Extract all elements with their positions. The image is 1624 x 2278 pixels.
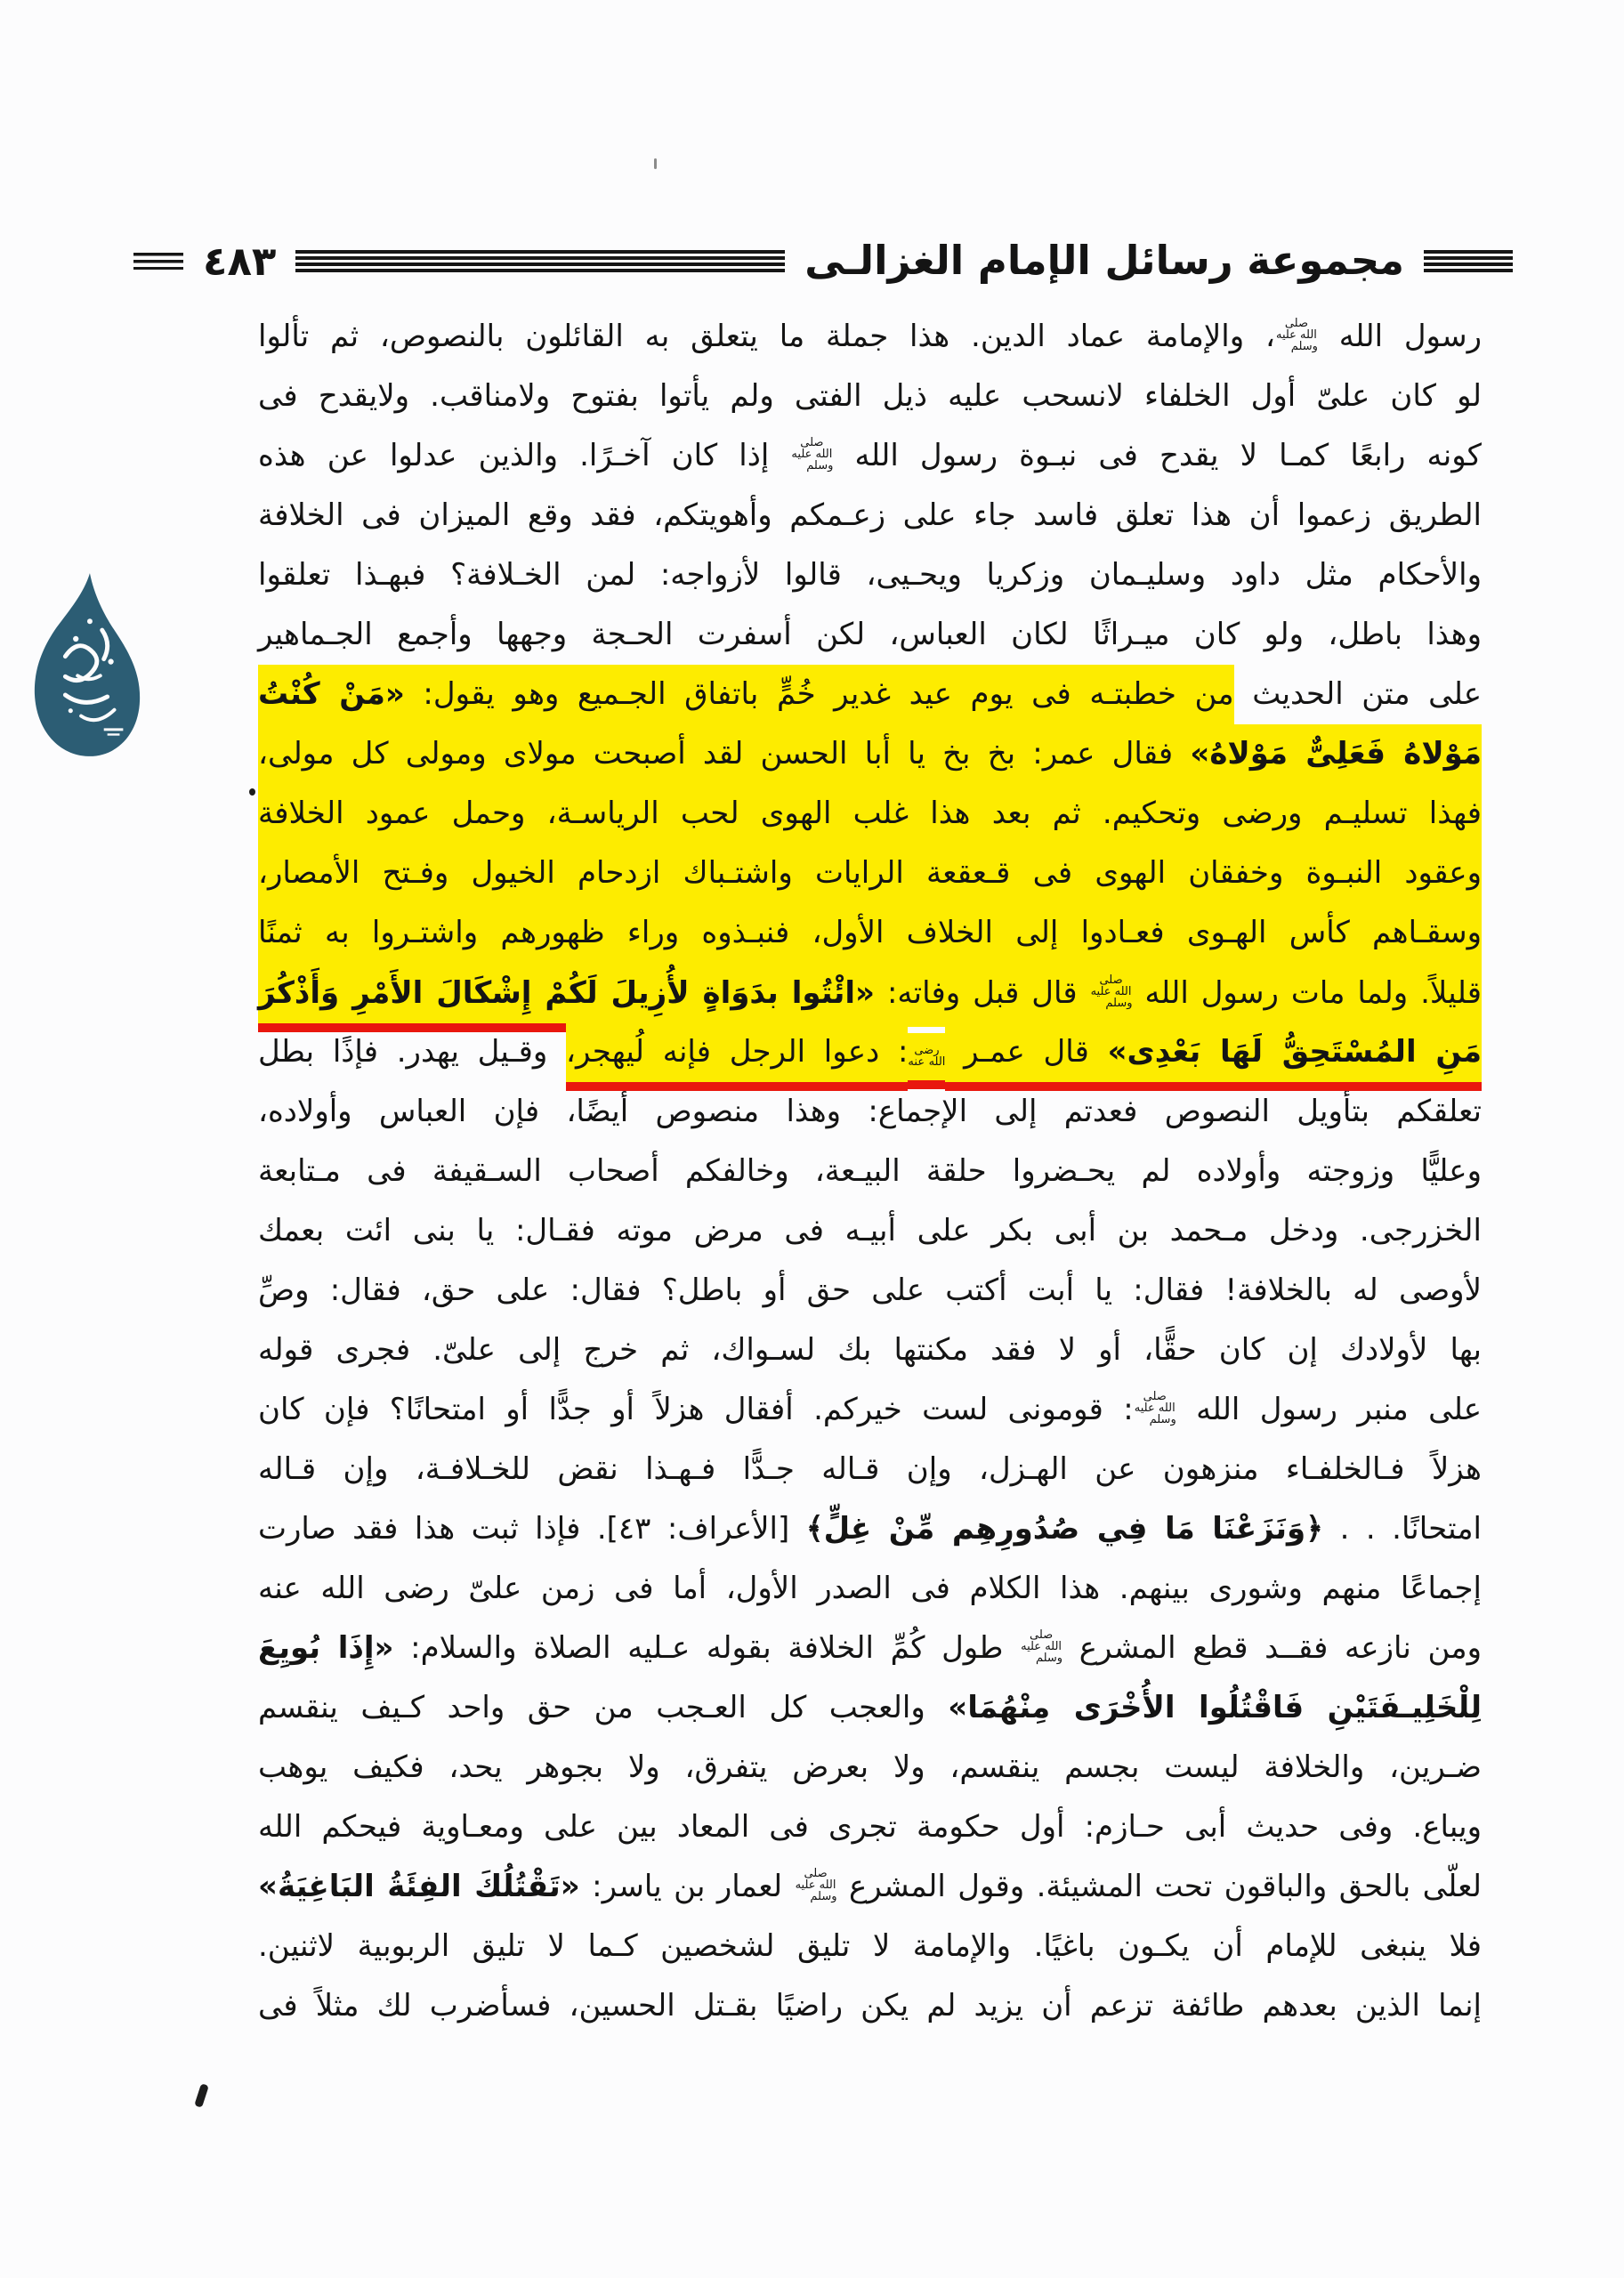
text-segment: فلا ينبغى للإمام أن يكـون باغيًا. والإمامة لا تليق لشخصين كـما لا تليق الربوبية لاثنين. xyxy=(258,1928,1482,1964)
header-rule-left xyxy=(133,253,183,270)
text-line xyxy=(258,426,1482,486)
text-line xyxy=(258,1917,1482,1976)
text-segment: [الأعراف: ٤٣]. فإذا ثبت هذا فقد صارت xyxy=(258,1511,806,1547)
text-segment: طول كُمِّ الخلافة بقوله عـليه الصلاة والسلام: xyxy=(393,1630,1021,1666)
text-segment: فقال عمر: بخ بخ يا أبا الحسن لقد أصبحت مولاى ومولى كل مولى، xyxy=(258,724,1190,788)
text-line xyxy=(258,724,1482,784)
text-line xyxy=(258,1380,1482,1440)
text-segment: كونه رابعًا كمـا لا يقدح فى نبـوة رسول الله xyxy=(833,438,1482,473)
text-segment: ويباع. وفى حديث أبى حـازم: أول حكومة تجرى فى المعاد بين على ومعـاوية فيحكم الله xyxy=(258,1809,1482,1845)
text-segment: : قومونى لست خيركم. أفقال هزلاً أو جدًّا أو امتحانًا؟ فإن كان xyxy=(258,1392,1134,1427)
text-line xyxy=(258,1440,1482,1499)
text-segment: وعليًّا وزوجته وأولاده لم يحـضروا حلقة البيـعة، وخالفكم أصحاب السـقيفة فى مـتابعة xyxy=(258,1153,1482,1189)
text-segment: ، والإمامة عماد الدين. هذا جملة ما يتعلق به القائلون بالنصوص، ثم تألوا xyxy=(258,319,1275,354)
text-segment: لِلْخَلِيـفَتَيْنِ فَاقْتُلُوا الأُخْرَى مِنْهُمَا» xyxy=(948,1690,1482,1725)
header-rule-right xyxy=(1424,250,1513,272)
text-segment: قال قبل وفاته: xyxy=(875,964,1090,1027)
text-line xyxy=(258,665,1482,724)
text-line xyxy=(258,1499,1482,1559)
text-line xyxy=(258,1201,1482,1261)
text-segment: لعمار بن ياسر: xyxy=(579,1869,795,1904)
text-segment: إجماعًا منهم وشورى بينهم. هذا الكلام فى الصدر الأول، أما فى زمن علىّ رضى الله عنه xyxy=(258,1571,1482,1606)
text-line xyxy=(258,1738,1482,1797)
text-segment: الطريق زعموا أن هذا تعلق فاسد جاء على زعـمكم وأهويتكم، فقد وقع الميزان فى الخلافة xyxy=(258,497,1482,533)
text-line xyxy=(258,486,1482,545)
text-line xyxy=(258,1321,1482,1380)
text-line xyxy=(258,1559,1482,1619)
text-segment: إذا كان آخـرًا. والذين عدلوا عن هذه xyxy=(258,438,791,473)
page-number: ٤٨٣ xyxy=(203,237,277,285)
text-segment: فهذا تسليـم ورضى وتحكيم. ثم بعد هذا غلب الهوى لحب الرياسـة، وحمل عمود الخلافة xyxy=(258,784,1482,847)
stray-ink-dot xyxy=(249,788,255,796)
text-line xyxy=(258,605,1482,665)
text-segment: والعجب كل العـجب من حق واحد كـيف ينقسم xyxy=(258,1690,949,1725)
text-line xyxy=(258,963,1482,1022)
text-line xyxy=(258,1142,1482,1201)
text-segment: «إِذَا بُويِعَ xyxy=(258,1630,394,1666)
text-line xyxy=(258,1797,1482,1857)
text-segment: وقـيل يهدر. فإذًا بطل xyxy=(258,1034,567,1070)
text-segment: قال عمـر xyxy=(945,1022,1107,1091)
text-segment: لأوصى له بالخلافة! فقال: يا أبت أكتب على حق أو باطل؟ فقال: على حق، فقال: وصِّ xyxy=(258,1272,1482,1308)
text-segment: لو كان علىّ أول الخلفاء لانسحب عليه ذيل الفتى ولم يأتوا بفتوح ولامناقب. ولايقدح فى xyxy=(258,378,1482,414)
text-line xyxy=(258,1857,1482,1917)
saw-ligature: صلى الله عليه وسلم xyxy=(1021,1628,1063,1665)
text-segment: على منبر رسول الله xyxy=(1176,1392,1482,1427)
text-line xyxy=(258,1619,1482,1678)
text-segment: مَوْلاهُ فَعَلِىٌّ مَوْلاهُ» xyxy=(1190,724,1482,788)
text-segment: ﴿وَنَزَعْنَا مَا فِي صُدُورِهِم مِّنْ غِلٍّ﴾ xyxy=(805,1511,1324,1547)
text-line xyxy=(258,1678,1482,1738)
text-segment: ضـرين، والخلافة ليست بجسم ينقسم، ولا بعرض يتفرق، ولا بجوهر يحد، فكيف يوهب xyxy=(258,1749,1482,1785)
text-line xyxy=(258,903,1482,963)
text-line xyxy=(258,844,1482,903)
publisher-watermark xyxy=(30,570,144,760)
stray-ink-mark xyxy=(194,2083,209,2108)
text-segment: ومن نازعه فقــد قطع المشرع xyxy=(1062,1630,1482,1666)
text-segment: «ائْتُوا بدَوَاةٍ لأُزِيلَ لَكُمْ إِشْكَالَ الأَمْرِ وَأَذْكُرَ xyxy=(258,964,875,1032)
text-segment: : دعوا الرجل فإنه لُيهجر، xyxy=(566,1022,908,1091)
text-line xyxy=(258,367,1482,426)
text-segment: لعلّى بالحق والباقون تحت المشيئة. وقول المشرع xyxy=(836,1869,1482,1904)
header-rule-center xyxy=(295,250,785,272)
saw-ligature: صلى الله عليه وسلم xyxy=(1090,963,1133,1025)
text-segment: من خطبتـه فى يوم عيد غدير خُمٍّ باتفاق الجـميع وهو يقول: xyxy=(405,665,1234,728)
text-line xyxy=(258,1261,1482,1321)
text-segment: تعلقكم بتأويل النصوص فعدتم إلى الإجماع: وهذا منصوص أيضًا، فإن العباس وأولاده، xyxy=(258,1094,1482,1129)
text-segment: امتحانًا. . . xyxy=(1323,1511,1482,1547)
text-segment: هزلاً فـالخلفـاء منزهون عن الهـزل، وإن قـاله جـدًّا فـهـذا نقض للخـلافـة، وإن قـاله xyxy=(258,1451,1482,1487)
saw-ligature: صلى الله عليه وسلم xyxy=(795,1867,837,1903)
book-title: مجموعة رسائل الإمام الغزالـى xyxy=(804,237,1404,284)
saw-ligature: صلى الله عليه وسلم xyxy=(1134,1390,1176,1426)
text-segment: مَنِ المُسْتَحِقُّ لَهَا بَعْدِى» xyxy=(1108,1022,1482,1091)
text-line xyxy=(258,545,1482,605)
text-segment: وسقـاهم كأس الهـوى فعـادوا إلى الخلاف الأول، فنبـذوه وراء ظهورهم واشتـروا به ثمنًا xyxy=(258,903,1482,966)
text-segment: إنما الذين بعدهم طائفة تزعم أن يزيد لم يكن راضيًا بقـتل الحسين، فسأضرب لك مثلاً فى xyxy=(258,1988,1482,2024)
text-line xyxy=(258,784,1482,844)
radiallahu-anhu-ligature: رضى الله عنه xyxy=(908,1033,945,1089)
text-line xyxy=(258,307,1482,367)
text-segment: وهذا باطل، ولو كان ميـراثًا لكان العباس، لكن أسفرت الحـجة وجهها وأجمع الجـماهير xyxy=(258,617,1482,652)
saw-ligature: صلى الله عليه وسلم xyxy=(1275,317,1318,353)
page-header xyxy=(133,228,1513,294)
text-line xyxy=(258,1976,1482,2036)
text-line xyxy=(258,1082,1482,1142)
text-segment: بها لأولادك إن كان حقًّا، أو لا فقد مكنتها بك لسـواك، ثم خرج إلى علىّ. فجرى قوله xyxy=(258,1332,1482,1368)
body-text xyxy=(258,307,1482,2036)
saw-ligature: صلى الله عليه وسلم xyxy=(791,436,834,473)
text-segment: «مَنْ كُنْتُ xyxy=(258,665,405,728)
text-segment: الخزرجى. ودخل مـحمد بن أبى بكر على أبيـه فى مرض موته فقـال: يا بنى ائت بعمك xyxy=(258,1213,1482,1248)
text-segment: والأحكام مثل داود وسليـمان وزكريا ويحـيى، قالوا لأزواجه: لمن الخـلافة؟ فبهـذا تعلقوا xyxy=(258,557,1482,593)
stray-speck xyxy=(654,158,657,169)
text-segment: «تَقْتُلُكَ الفِئَةُ البَاغِيَةُ» xyxy=(258,1869,580,1904)
calligraphy-drop-logo-icon xyxy=(30,570,144,760)
text-segment: وعقود النبـوة وخفقان الهوى فى قـعقعة الرايات واشتـباك ازدحام الخيول وفـتح الأمصار، xyxy=(258,844,1482,907)
text-segment: على متن الحديث xyxy=(1233,676,1483,712)
text-segment: قليلاً. ولما مات رسول الله xyxy=(1133,964,1482,1027)
text-segment: رسول الله xyxy=(1317,319,1482,354)
